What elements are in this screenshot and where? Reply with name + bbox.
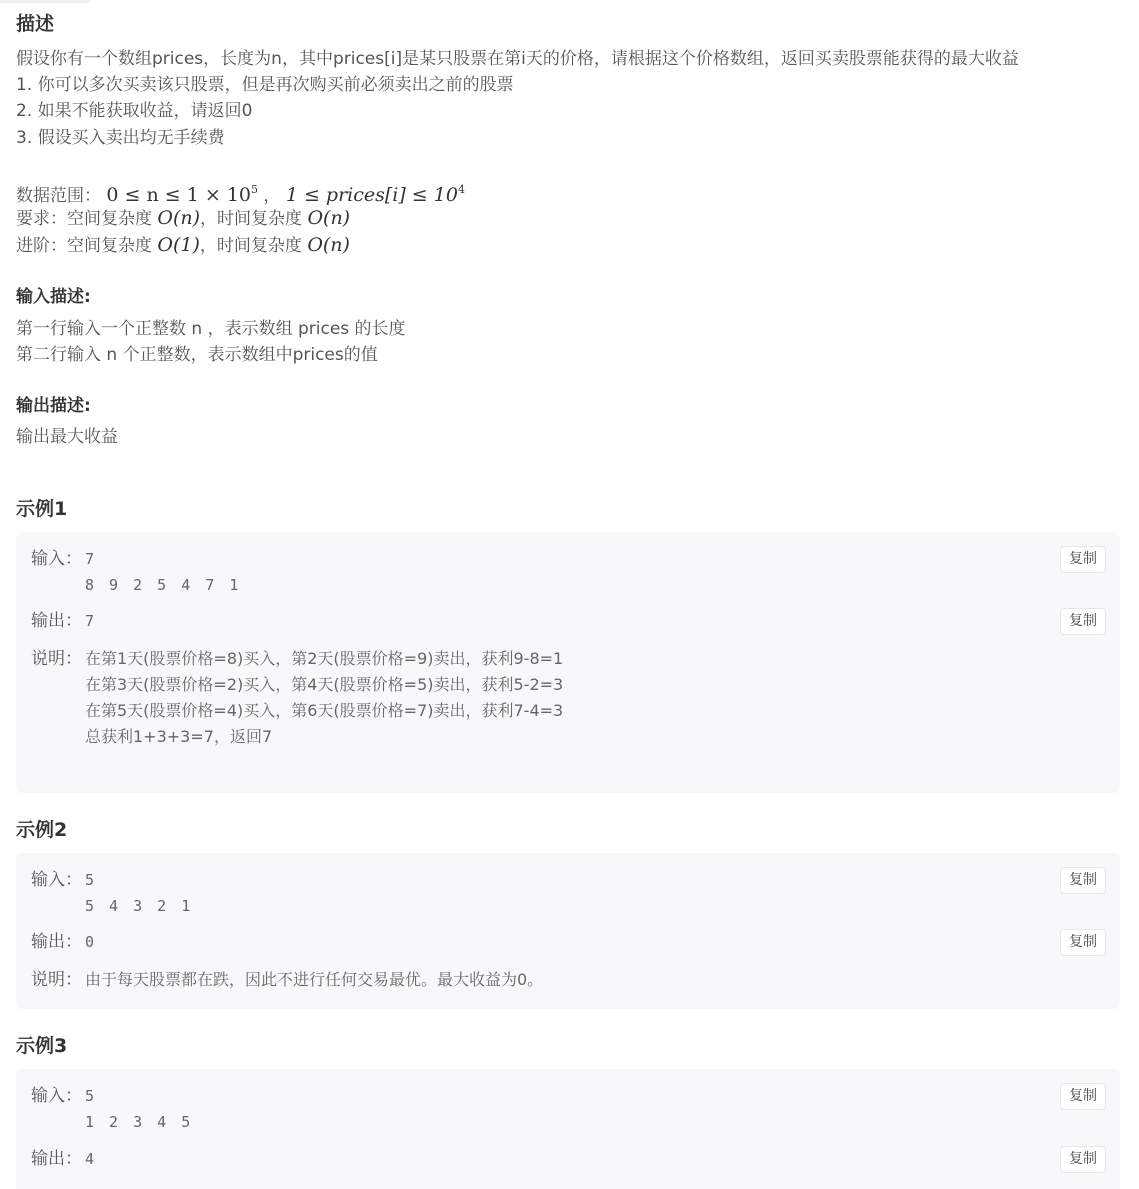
requirement-label: 要求：空间复杂度 [16,209,158,229]
data-range-prices: 1 ≤ prices[i] ≤ $10^4$ [285,183,465,206]
advanced-label: 进阶：空间复杂度 [16,236,158,256]
advanced-time-complexity: O(n) [307,234,350,256]
example-1-output-copy-button[interactable]: 复制 [1060,608,1106,635]
description-line-1: 假设你有一个数组prices，长度为n，其中prices[i]是某只股票在第i天的价格，请根据这个价格数组，返回买卖股票能获得的最大收益 [16,49,1019,69]
description-line-4: 3. 假设买入卖出均无手续费 [16,128,225,148]
example-3-output-copy-button[interactable]: 复制 [1060,1146,1106,1173]
example-1-input-label: 输入： [31,549,82,569]
example-1-explain-line-2: 在第3天(股票价格=2)买入，第4天(股票价格=5)卖出，获利5-2=3 [85,675,564,694]
example-1-explain-line-1: 在第1天(股票价格=8)买入，第2天(股票价格=9)卖出，获利9-8=1 [85,649,564,668]
example-2-output-label: 输出： [31,932,82,952]
requirement-mid: ，时间复杂度 [200,209,308,229]
description-title: 描述 [16,13,55,35]
top-divider [0,0,90,3]
advanced-mid: ，时间复杂度 [199,236,308,256]
example-2-explain-label: 说明： [31,970,82,990]
example-3-input-line-2: 1 2 3 4 5 [85,1113,194,1131]
example-2-box [16,853,1120,1009]
example-3-output-value: 4 [85,1150,95,1168]
example-1-explain-line-4: 总获利1+3+3=7，返回7 [85,727,273,746]
description-line-2: 1. 你可以多次买卖该只股票，但是再次购买前必须卖出之前的股票 [16,75,514,95]
example-3-input-line-1: 5 [85,1087,95,1105]
example-1-output-value: 7 [85,612,95,630]
example-3-title: 示例3 [16,1035,68,1057]
example-3-input-copy-button[interactable]: 复制 [1060,1083,1106,1110]
example-3-output-label: 输出： [31,1149,82,1169]
example-3-box [16,1069,1120,1189]
output-description-line-1: 输出最大收益 [16,427,118,447]
output-description-title: 输出描述: [16,396,91,416]
example-1-input-line-2: 8 9 2 5 4 7 1 [85,576,242,594]
example-1-input-copy-button[interactable]: 复制 [1060,546,1106,573]
example-3-input-label: 输入： [31,1086,82,1106]
example-2-title: 示例2 [16,819,68,841]
advanced-line [16,232,350,259]
example-1-box [16,532,1120,793]
example-2-explain-line-1: 由于每天股票都在跌，因此不进行任何交易最优。最大收益为0。 [85,970,544,989]
requirement-space-complexity: O(n) [157,207,201,229]
requirement-time-complexity: O(n) [307,207,351,229]
example-2-input-line-2: 5 4 3 2 1 [85,897,194,915]
example-1-output-label: 输出： [31,611,82,631]
advanced-space-complexity: O(1) [157,234,200,256]
input-description-line-2: 第二行输入 n 个正整数，表示数组中prices的值 [16,345,378,365]
example-1-title: 示例1 [16,498,68,520]
example-2-output-copy-button[interactable]: 复制 [1060,929,1106,956]
example-2-input-copy-button[interactable]: 复制 [1060,867,1106,894]
description-line-3: 2. 如果不能获取收益，请返回0 [16,101,253,121]
example-1-explain-label: 说明： [31,649,82,669]
input-description-line-1: 第一行输入一个正整数 n ，表示数组 prices 的长度 [16,319,406,339]
example-2-output-value: 0 [85,933,95,951]
data-range-n: $0 \le n \le 1 \times 10^5$ [106,183,258,206]
example-2-input-line-1: 5 [85,871,95,889]
example-2-input-label: 输入： [31,870,82,890]
example-1-explain-line-3: 在第5天(股票价格=4)买入，第6天(股票价格=7)卖出，获利7-4=3 [85,701,564,720]
example-1-input-line-1: 7 [85,550,95,568]
data-range-separator: ， [263,186,281,206]
data-range-label: 数据范围： [16,186,101,206]
input-description-title: 输入描述: [16,287,91,307]
requirement-line [16,205,350,232]
